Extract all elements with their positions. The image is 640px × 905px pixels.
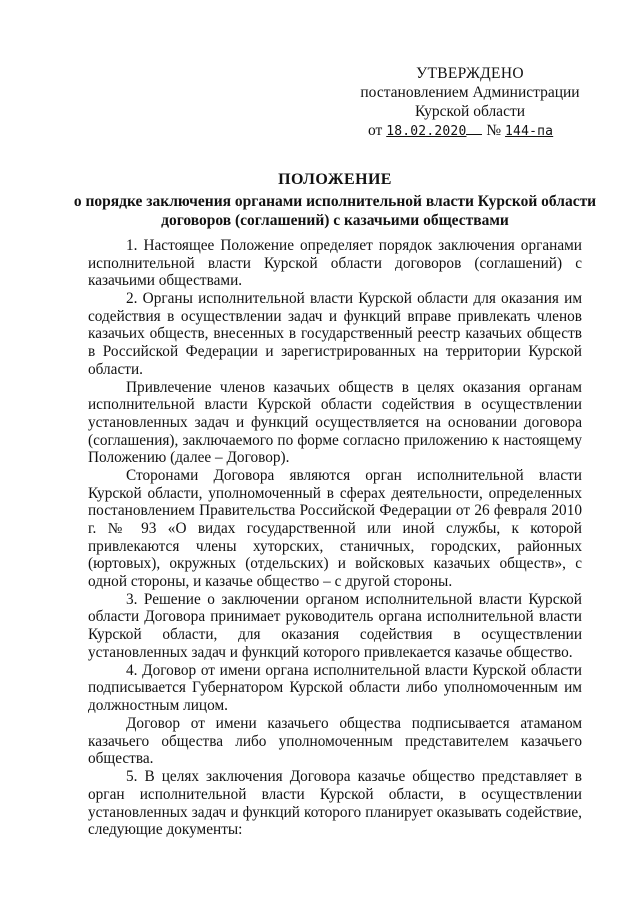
paragraph-7: Договор от имени казачьего общества подписывается атаманом казачьего общества либо уполномоченным представителем казачьего общества. — [88, 715, 582, 768]
approval-title: УТВЕРЖДЕНО — [416, 65, 524, 82]
approval-date-number-line — [360, 121, 580, 141]
approval-block — [360, 64, 580, 141]
approval-line-1: постановлением Администрации — [360, 84, 580, 101]
paragraph-1: 1. Настоящее Положение определяет порядок заключения органами исполнительной власти Курской области договоров (соглашений) с казачьими обществами. — [88, 237, 582, 290]
paragraph-3: Привлечение членов казачьих обществ в целях оказания органам исполнительной власти Курской области содействия в осуществлении установленных задач и функций осуществляется на основании договора (соглашения), заключаемого по форме согласно приложению к настоящему Положению (далее – Договор). — [88, 378, 582, 467]
approval-line-2: Курской области — [414, 103, 526, 120]
approval-number-label: № — [486, 122, 502, 139]
approval-date-underline — [466, 122, 482, 135]
paragraph-2: 2. Органы исполнительной власти Курской области для оказания им содействия в осуществлении задач и функций вправе привлекать членов казачьих обществ, внесенных в государственный реестр казачьих обществ в Российской Федерации и зарегистрированных на территории Курской области. — [88, 290, 582, 378]
document-title: ПОЛОЖЕНИЕ — [278, 171, 392, 188]
document-heading — [70, 170, 600, 230]
document-subtitle: о порядке заключения органами исполнительной власти Курской области договоров (соглашений) с казачьими обществами — [73, 193, 597, 229]
paragraph-4: Сторонами Договора являются орган исполнительной власти Курской области, уполномоченный в сферах деятельности, определенных постановлением Правительства Российской Федерации от 26 февраля 2010 г. № 93 «О видах государственной или иной службы, к которой привлекаются члены хуторских, станичных, городских, районных (юртовых), окружных (отдельских) и войсковых казачьих обществ», с одной стороны, и казачье общество – с другой стороны. — [88, 467, 582, 590]
approval-number: 144-па — [505, 124, 554, 139]
paragraph-6: 4. Договор от имени органа исполнительной власти Курской области подписывается Губернатором Курской области либо уполномоченным им должностным лицом. — [88, 661, 582, 714]
paragraph-8: 5. В целях заключения Договора казачье общество представляет в орган исполнительной власти Курской области, в осуществлении установленных задач и функций которого планирует оказывать содействие, следующие документы: — [88, 768, 582, 839]
approval-from-label: от — [368, 122, 383, 139]
document-body — [88, 237, 582, 839]
paragraph-5: 3. Решение о заключении органом исполнительной власти Курской области Договора принимает руководитель органа исполнительной власти Курской области, для оказания содействия в осуществлении установленных задач и функций которого привлекается казачье общество. — [88, 590, 582, 661]
approval-date: 18.02.2020 — [386, 124, 467, 139]
